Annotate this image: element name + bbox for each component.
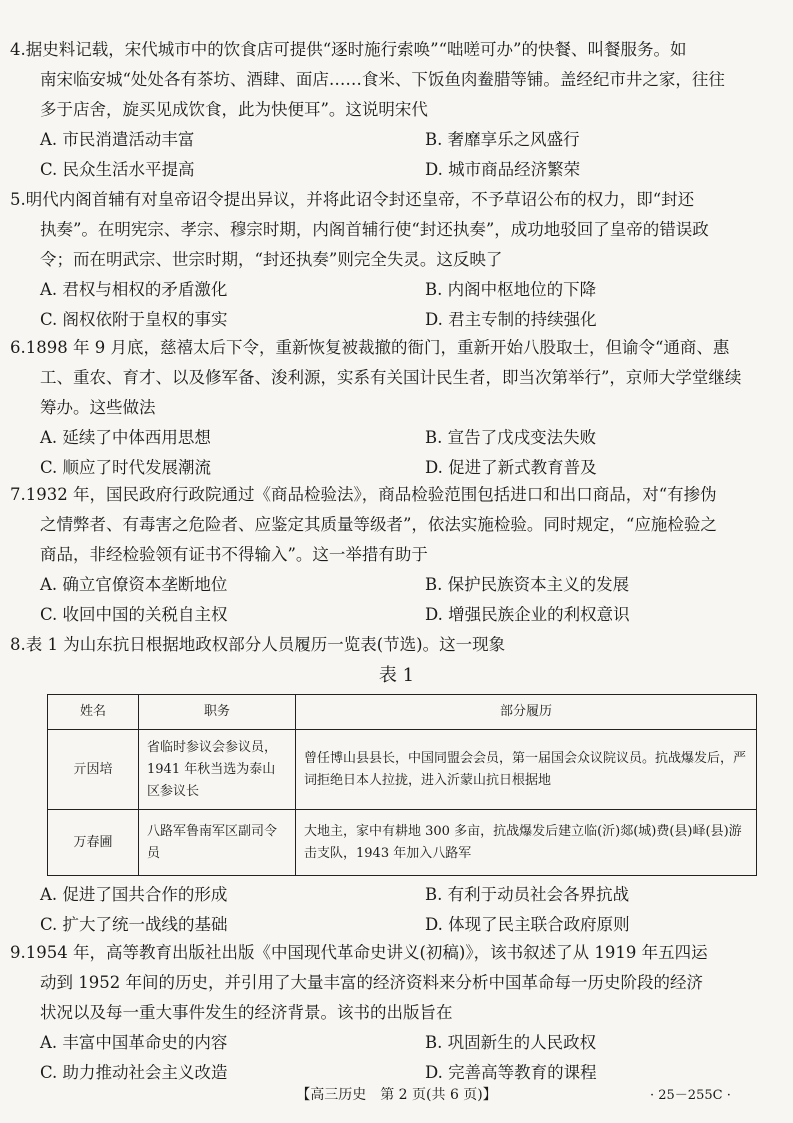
question-5 bbox=[0, 185, 793, 335]
option-c[interactable]: C. 顺应了时代发展潮流 bbox=[40, 458, 212, 477]
option-a[interactable]: A. 确立官僚资本垄断地位 bbox=[40, 575, 228, 594]
option-d[interactable]: D. 完善高等教育的课程 bbox=[425, 1063, 597, 1082]
option-c[interactable]: C. 阁权依附于皇权的事实 bbox=[40, 310, 228, 329]
option-d[interactable]: D. 体现了民主联合政府原则 bbox=[425, 915, 630, 934]
option-d[interactable]: D. 促进了新式教育普及 bbox=[425, 458, 597, 477]
table-row bbox=[48, 730, 757, 810]
stem-line: 4.据史料记载，宋代城市中的饮食店可提供“逐时施行索唤”“咄嗟可办”的快餐、叫餐服务。如 bbox=[10, 40, 687, 59]
table-row bbox=[48, 810, 757, 876]
option-d[interactable]: D. 增强民族企业的利权意识 bbox=[425, 605, 630, 624]
stem-line: 9.1954 年，高等教育出版社出版《中国现代革命史讲义(初稿)》，该书叙述了从 1919 年五四运 bbox=[10, 943, 708, 962]
stem-line: 执奏”。在明宪宗、孝宗、穆宗时期，内阁首辅行使“封还执奏”，成功地驳回了皇帝的错误政 bbox=[40, 220, 709, 239]
cell-name: 万春圃 bbox=[48, 810, 139, 876]
options bbox=[0, 125, 793, 185]
stem-line: 工、重农、育才、以及修军备、浚利源，实系有关国计民生者，即当次第举行”，京师大学堂继续 bbox=[40, 368, 742, 387]
stem-line: 8.表 1 为山东抗日根据地政权部分人员履历一览表(节选)。这一现象 bbox=[10, 635, 506, 654]
header-name: 姓名 bbox=[48, 695, 139, 730]
options bbox=[0, 1028, 793, 1088]
option-b[interactable]: B. 巩固新生的人民政权 bbox=[425, 1033, 597, 1052]
page-footer: 【高三历史 第 2 页(共 6 页)】 bbox=[296, 1087, 497, 1103]
cell-history: 大地主，家中有耕地 300 多亩，抗战爆发后建立临(沂)郯(城)费(县)峄(县)游击支队，1943 年加入八路军 bbox=[296, 810, 757, 876]
question-stem bbox=[0, 938, 793, 1028]
option-b[interactable]: B. 内阁中枢地位的下降 bbox=[425, 280, 597, 299]
question-stem bbox=[0, 185, 793, 275]
question-stem bbox=[0, 630, 793, 660]
cell-name: 亓因培 bbox=[48, 730, 139, 810]
options bbox=[0, 423, 793, 483]
question-stem bbox=[0, 333, 793, 423]
table-caption: 表 1 bbox=[378, 665, 415, 686]
question-stem bbox=[0, 35, 793, 125]
stem-line: 5.明代内阁首辅有对皇帝诏令提出异议，并将此诏令封还皇帝，不予草诏公布的权力，即“封还 bbox=[10, 190, 695, 209]
question-8-options bbox=[0, 880, 793, 940]
stem-line: 商品，非经检验领有证书不得输入”。这一举措有助于 bbox=[40, 545, 428, 564]
stem-line: 状况以及每一重大事件发生的经济背景。该书的出版旨在 bbox=[40, 1003, 453, 1022]
stem-line: 动到 1952 年间的历史，并引用了大量丰富的经济资料来分析中国革命每一历史阶段的经济 bbox=[40, 973, 703, 992]
table-header-row bbox=[48, 695, 757, 730]
cell-duty: 八路军鲁南军区副司令员 bbox=[139, 810, 296, 876]
question-stem bbox=[0, 480, 793, 570]
option-a[interactable]: A. 君权与相权的矛盾激化 bbox=[40, 280, 228, 299]
option-a[interactable]: A. 丰富中国革命史的内容 bbox=[40, 1033, 228, 1052]
question-9 bbox=[0, 938, 793, 1088]
stem-line: 多于店舍，旋买见成饮食，此为快便耳”。这说明宋代 bbox=[40, 100, 428, 119]
question-4 bbox=[0, 35, 793, 185]
option-b[interactable]: B. 有利于动员社会各界抗战 bbox=[425, 885, 630, 904]
stem-line: 7.1932 年，国民政府行政院通过《商品检验法》，商品检验范围包括进口和出口商品，对“有掺伪 bbox=[10, 485, 717, 504]
option-c[interactable]: C. 助力推动社会主义改造 bbox=[40, 1063, 228, 1082]
stem-line: 6.1898 年 9 月底，慈禧太后下令，重新恢复被裁撤的衙门，重新开始八股取士，但谕令“通商、惠 bbox=[10, 338, 730, 357]
stem-line: 令；而在明武宗、世宗时期，“封还执奏”则完全失灵。这反映了 bbox=[40, 250, 503, 269]
options bbox=[0, 880, 793, 940]
cell-duty: 省临时参议会参议员，1941 年秋当选为泰山区参议长 bbox=[139, 730, 296, 810]
option-c[interactable]: C. 民众生活水平提高 bbox=[40, 160, 195, 179]
option-b[interactable]: B. 宣告了戊戌变法失败 bbox=[425, 428, 597, 447]
question-6 bbox=[0, 333, 793, 483]
question-8 bbox=[0, 630, 793, 660]
option-d[interactable]: D. 城市商品经济繁荣 bbox=[425, 160, 581, 179]
options bbox=[0, 275, 793, 335]
option-b[interactable]: B. 保护民族资本主义的发展 bbox=[425, 575, 630, 594]
question-7 bbox=[0, 480, 793, 630]
cell-history: 曾任博山县县长，中国同盟会会员，第一届国会众议院议员。抗战爆发后，严词拒绝日本人拉拢，进入沂蒙山抗日根据地 bbox=[296, 730, 757, 810]
stem-line: 南宋临安城“处处各有茶坊、酒肆、面店……食米、下饭鱼肉鲞腊等铺。盖经纪市井之家，往往 bbox=[40, 70, 725, 89]
stem-line: 筹办。这些做法 bbox=[40, 398, 156, 417]
header-history: 部分履历 bbox=[296, 695, 757, 730]
options bbox=[0, 570, 793, 630]
exam-code: · 25－255C · bbox=[650, 1088, 731, 1103]
option-a[interactable]: A. 市民消遣活动丰富 bbox=[40, 130, 195, 149]
stem-line: 之情弊者、有毒害之危险者、应鉴定其质量等级者”，依法实施检验。同时规定，“应施检验之 bbox=[40, 515, 717, 534]
option-a[interactable]: A. 延续了中体西用思想 bbox=[40, 428, 211, 447]
resume-table bbox=[47, 694, 757, 876]
option-b[interactable]: B. 奢靡享乐之风盛行 bbox=[425, 130, 580, 149]
option-a[interactable]: A. 促进了国共合作的形成 bbox=[40, 885, 228, 904]
option-c[interactable]: C. 扩大了统一战线的基础 bbox=[40, 915, 228, 934]
option-c[interactable]: C. 收回中国的关税自主权 bbox=[40, 605, 228, 624]
header-duty: 职务 bbox=[139, 695, 296, 730]
option-d[interactable]: D. 君主专制的持续强化 bbox=[425, 310, 597, 329]
